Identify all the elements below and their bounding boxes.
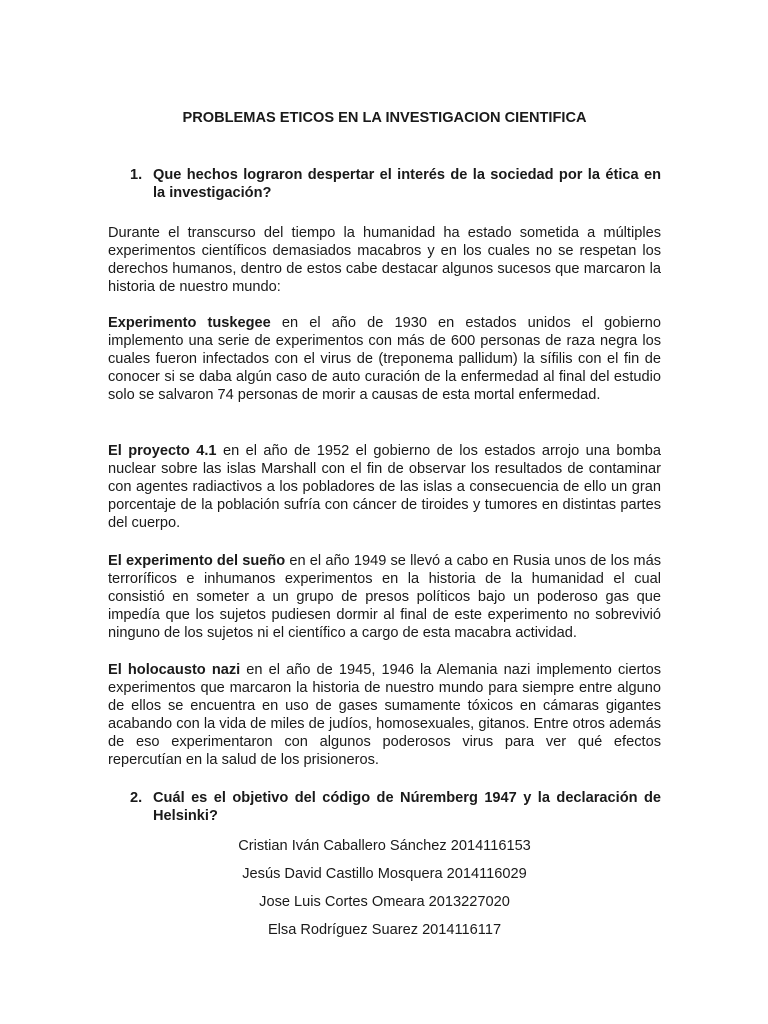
- section-tuskegee: [108, 314, 661, 404]
- question-number: 1.: [130, 167, 143, 183]
- question-text: Que hechos lograron despertar el interés de la sociedad por la ética en la investigación?: [153, 167, 661, 201]
- section-holocausto-nazi: [108, 661, 661, 770]
- section-body: en el año de 1930 en estados unidos el gobierno implemento una serie de experimentos con más de 600 personas de raza negra los cuales fueron infectados con el virus de (treponema pallidum) la sífilis con el fin de conocer si se daba algún caso de auto curación de la enfermedad al final del estudio solo se salvaron 74 personas de morir a causas de esta mortal enfermedad.: [108, 315, 661, 404]
- section-heading: Experimento tuskegee: [108, 315, 271, 331]
- section-heading: El proyecto 4.1: [108, 443, 217, 459]
- section-body: en el año de 1952 el gobierno de los estados arrojo una bomba nuclear sobre las islas Marshall con el fin de observar los resultados de contaminar con agentes radiactivos a los pobladores de las islas a consecuencia de ello un gran porcentaje de la población sufría con cáncer de tiroides y tumores en distintas partes del cuerpo.: [108, 443, 661, 532]
- question-1: [130, 166, 661, 202]
- question-text: Cuál es el objetivo del código de Núremberg 1947 y la declaración de Helsinki?: [153, 790, 661, 824]
- author-line: Elsa Rodríguez Suarez 2014116117: [267, 922, 502, 938]
- document-title: PROBLEMAS ETICOS EN LA INVESTIGACION CIENTIFICA: [182, 110, 587, 126]
- question-number: 2.: [130, 790, 143, 806]
- author-line: Jesús David Castillo Mosquera 2014116029: [242, 866, 527, 882]
- section-body: en el año de 1945, 1946 la Alemania nazi implemento ciertos experimentos que marcaron la historia de nuestro mundo para siempre entre alguno de ellos se encuentra en uso de gases sumamente tóxicos en cámaras gigantes acabando con la vida de miles de judíos, homosexuales, gitanos. Entre otros además de eso experimentaron con algunos poderosos virus para ver qué efectos repercutían en la salud de los prisioneros.: [108, 662, 661, 769]
- section-proyecto-4-1: [108, 442, 661, 532]
- author-line: Jose Luis Cortes Omeara 2013227020: [259, 894, 510, 910]
- author-list: [108, 836, 661, 948]
- section-experimento-sueno: [108, 552, 661, 642]
- intro-paragraph: Durante el transcurso del tiempo la humanidad ha estado sometida a múltiples experimentos científicos demasiados macabros y en los cuales no se respetan los derechos humanos, dentro de estos cabe destacar algunos sucesos que marcaron la historia de nuestro mundo:: [108, 225, 661, 296]
- author-line: Cristian Iván Caballero Sánchez 2014116153: [238, 838, 531, 854]
- section-heading: El experimento del sueño: [108, 553, 286, 569]
- section-heading: El holocausto nazi: [108, 662, 241, 678]
- question-2: [130, 789, 661, 825]
- section-body: en el año 1949 se llevó a cabo en Rusia unos de los más terroríficos e inhumanos experimentos en la historia de la humanidad el cual consistió en someter a un grupo de presos políticos bajo un poderoso gas que impedía que los sujetos pudiesen dormir al final de este experimento no sobrevivió ninguno de los sujetos ni el científico a cargo de esta macabra actividad.: [108, 553, 661, 642]
